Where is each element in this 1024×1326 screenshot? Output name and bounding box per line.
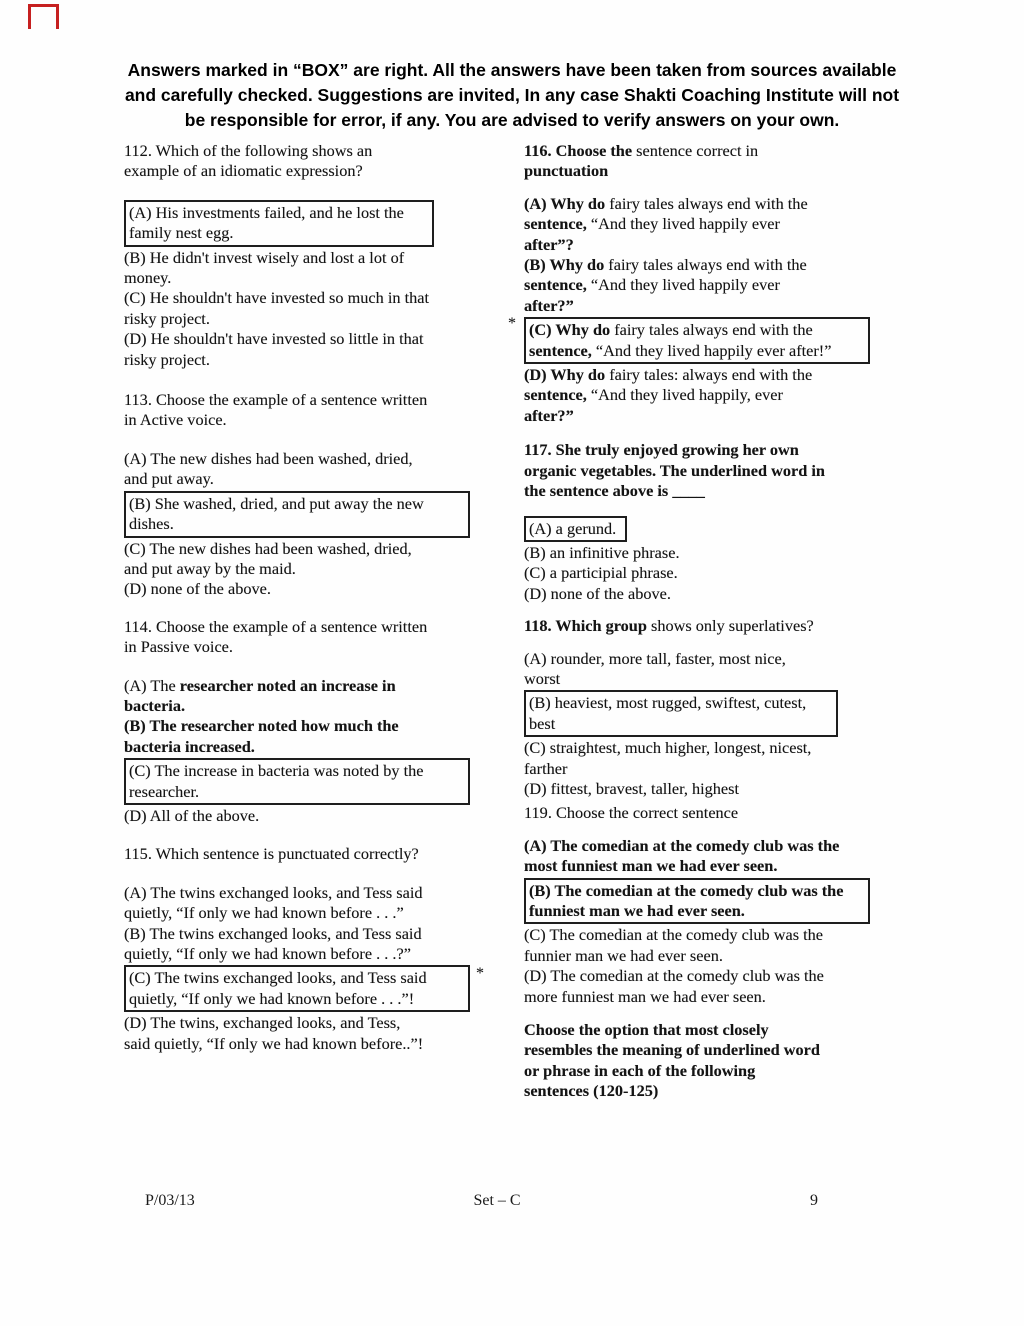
option-q115-D	[124, 1013, 470, 1054]
text-segment: (A) The	[124, 675, 180, 695]
option-q118-C	[524, 738, 870, 779]
text-line: (C) The twins exchanged looks, and Tess said	[129, 968, 427, 988]
text-line	[524, 194, 870, 214]
text-segment: Why do	[555, 320, 611, 340]
option-q116-B	[524, 255, 870, 316]
red-corner-mark	[28, 4, 59, 29]
text-line: organic vegetables. The underlined word in	[524, 460, 825, 480]
text-segment: sentence,	[524, 385, 587, 405]
text-line: (C) straightest, much higher, longest, nicest,	[524, 738, 812, 758]
answer-box-q116-C	[508, 315, 870, 364]
text-line: funnier man we had ever seen.	[524, 945, 723, 965]
options-list	[508, 193, 870, 426]
option-q115-A	[124, 883, 470, 924]
text-line: (D) All of the above.	[124, 805, 260, 825]
text-line: (C) The comedian at the comedy club was the	[524, 925, 823, 945]
option-q119-C	[524, 925, 870, 966]
correct-answer-star: *	[476, 965, 484, 983]
options-list	[124, 676, 470, 827]
text-line: quietly, “If only we had known before . . .”	[124, 903, 404, 923]
text-line: (C) The increase in bacteria was noted by the	[129, 761, 424, 781]
text-segment: after?”	[524, 295, 574, 315]
text-segment: bacteria.	[124, 695, 186, 715]
text-segment: fairy tales always end with the	[604, 255, 807, 275]
text-segment: sentence,	[529, 340, 592, 360]
text-line: 112. Which of the following shows an	[124, 141, 373, 160]
text-line: risky project.	[124, 349, 210, 369]
text-line: (B) He didn't invest wisely and lost a lot of	[124, 247, 405, 267]
text-segment: sentence correct in	[632, 141, 759, 160]
question-q119	[524, 803, 870, 1007]
option-q113-A	[124, 449, 470, 490]
options-list	[124, 449, 470, 600]
text-line: (B) an infinitive phrase.	[524, 542, 680, 562]
questions-column-left	[124, 141, 484, 1054]
text-line: in Active voice.	[124, 410, 227, 430]
text-line: and put away.	[124, 469, 214, 489]
text-line: (D) The twins, exchanged looks, and Tess,	[124, 1013, 401, 1033]
options-list	[124, 200, 470, 370]
text-line	[524, 275, 870, 295]
text-segment: sentence,	[524, 214, 587, 234]
text-line: (D) He shouldn't have invested so little in that	[124, 329, 424, 349]
text-segment: (C)	[529, 320, 556, 340]
text-line: (A) The twins exchanged looks, and Tess said	[124, 882, 423, 902]
option-q112-B	[124, 248, 470, 289]
text-segment: (B) Why do	[524, 255, 605, 275]
text-line: most funniest man we had ever seen.	[524, 856, 778, 876]
answer-box-q119-B	[524, 878, 870, 925]
text-line	[524, 616, 870, 636]
text-line: (B) The comedian at the comedy club was the	[529, 880, 844, 900]
option-q118-D	[524, 779, 870, 799]
text-segment: researcher noted an increase in	[179, 675, 396, 695]
text-segment: “And they lived happily, ever	[586, 385, 783, 405]
option-q119-A	[524, 836, 870, 877]
options-list	[124, 882, 484, 1054]
text-segment: 118. Which group	[524, 616, 647, 636]
text-line	[124, 696, 470, 716]
option-q113-D	[124, 579, 470, 599]
question-q112	[124, 141, 470, 370]
options-list	[524, 516, 870, 605]
text-line: farther	[524, 758, 568, 778]
question-prompt	[524, 440, 870, 501]
question-q113	[124, 390, 470, 600]
text-segment: “And they lived happily ever	[586, 214, 780, 234]
text-line	[524, 141, 870, 161]
notice-line: be responsible for error, if any. You are advised to verify answers on your own.	[184, 110, 840, 131]
answer-box-q112-A	[124, 200, 434, 247]
option-q116-A	[524, 194, 870, 255]
question-q118	[524, 616, 870, 799]
options-list	[524, 649, 870, 800]
text-line: quietly, “If only we had known before . . .?”	[124, 944, 411, 963]
option-q119-D	[524, 966, 870, 1007]
text-line: (D) fittest, bravest, taller, highest	[524, 778, 740, 798]
text-line: (A) a gerund.	[529, 518, 617, 538]
text-line: risky project.	[124, 308, 210, 328]
options-list	[524, 836, 870, 1007]
correct-answer-star: *	[508, 315, 516, 333]
footer-set-label: Set – C	[473, 1192, 521, 1209]
option-q112-C	[124, 288, 470, 329]
text-segment: “And they lived happily ever after!”	[591, 340, 832, 360]
text-line: resembles the meaning of underlined word	[524, 1040, 820, 1060]
text-line	[524, 161, 870, 181]
text-line: dishes.	[129, 514, 174, 534]
text-line	[529, 320, 865, 340]
text-line: the sentence above is ____	[524, 481, 705, 501]
text-line: family nest egg.	[129, 223, 234, 243]
text-line: (C) He shouldn't have invested so much in that	[124, 288, 429, 308]
text-line: (B) She washed, dried, and put away the new	[129, 493, 424, 513]
footer-page-number: 9	[810, 1192, 818, 1209]
text-line: and put away by the maid.	[124, 558, 296, 578]
option-q112-D	[124, 329, 470, 370]
answer-box-q114-C	[124, 758, 470, 805]
text-line: quietly, “If only we had known before . . .”!	[129, 988, 415, 1008]
text-line: (C) a participial phrase.	[524, 563, 678, 583]
question-q115	[124, 844, 484, 1054]
text-segment: sentence,	[524, 275, 587, 295]
option-q114-B	[124, 716, 470, 757]
option-q118-A	[524, 649, 870, 690]
text-segment: after?”	[524, 405, 574, 425]
text-segment: (A) Why do	[524, 193, 606, 213]
question-prompt	[124, 844, 470, 864]
question-prompt	[524, 616, 870, 636]
notice-line: Answers marked in “BOX” are right. All the answers have been taken from sources available	[127, 60, 897, 80]
questions-column-right	[508, 141, 870, 1102]
text-segment: fairy tales always end with the	[605, 193, 808, 213]
text-segment: 116. Choose the	[524, 141, 633, 160]
text-line	[524, 365, 870, 385]
question-prompt	[124, 141, 470, 182]
text-line: best	[529, 713, 556, 733]
footer-paper-code: P/03/13	[145, 1192, 195, 1209]
text-segment: fairy tales always end with the	[610, 320, 813, 340]
option-q114-A	[124, 676, 470, 717]
text-line	[524, 296, 870, 316]
text-line: in Passive voice.	[124, 637, 233, 657]
text-line: (B) The twins exchanged looks, and Tess said	[124, 923, 422, 943]
option-q117-B	[524, 543, 870, 563]
text-line: (A) The new dishes had been washed, dried,	[124, 448, 413, 468]
question-prompt	[124, 617, 470, 658]
question-q114	[124, 617, 470, 827]
option-q117-D	[524, 584, 870, 604]
text-segment: “And they lived happily ever	[586, 275, 780, 295]
text-segment: after”?	[524, 234, 574, 254]
text-line: (D) none of the above.	[524, 583, 671, 603]
text-line: (C) The new dishes had been washed, dried,	[124, 538, 412, 558]
text-line: said quietly, “If only we had known before..”!	[124, 1033, 424, 1053]
answer-key-notice	[0, 58, 1024, 134]
text-line: 117. She truly enjoyed growing her own	[524, 440, 799, 460]
text-line: more funniest man we had ever seen.	[524, 986, 766, 1006]
text-line: (B) heaviest, most rugged, swiftest, cutest,	[529, 693, 807, 713]
text-line: 115. Which sentence is punctuated correctly?	[124, 844, 419, 864]
text-line: 114. Choose the example of a sentence written	[124, 616, 428, 636]
option-q114-D	[124, 806, 470, 826]
question-prompt	[124, 390, 470, 431]
text-segment: (D) Why do	[524, 365, 606, 385]
answer-box-q113-B	[124, 491, 470, 538]
text-line: funniest man we had ever seen.	[529, 901, 745, 920]
text-line	[524, 255, 870, 275]
option-q115-B	[124, 924, 470, 965]
text-line: Choose the option that most closely	[524, 1020, 769, 1040]
instruction-note	[524, 1020, 870, 1102]
text-segment: punctuation	[524, 161, 609, 181]
text-line: or phrase in each of the following	[524, 1060, 756, 1080]
text-line	[529, 341, 865, 361]
text-line	[524, 214, 870, 234]
text-line: money.	[124, 268, 172, 288]
answer-box-q115-C	[124, 965, 484, 1012]
question-q117	[524, 440, 870, 604]
notice-line: and carefully checked. Suggestions are invited, In any case Shakti Coaching Institute will not	[124, 85, 900, 106]
text-line: (B) The researcher noted how much the	[124, 716, 399, 736]
text-line: example of an idiomatic expression?	[124, 161, 363, 181]
text-line: (D) The comedian at the comedy club was the	[524, 966, 824, 986]
text-line: (A) rounder, more tall, faster, most nice,	[524, 648, 786, 668]
option-q117-C	[524, 563, 870, 583]
answer-box-q117-A	[524, 516, 627, 542]
text-line	[524, 406, 870, 426]
text-line: (A) His investments failed, and he lost the	[129, 202, 404, 222]
text-line: bacteria increased.	[124, 736, 255, 756]
text-line: 113. Choose the example of a sentence written	[124, 390, 428, 410]
option-q116-D	[524, 365, 870, 426]
text-line: sentences (120-125)	[524, 1081, 659, 1101]
text-segment: shows only superlatives?	[646, 616, 814, 636]
text-line	[524, 235, 870, 255]
text-line: (A) The comedian at the comedy club was the	[524, 835, 840, 855]
answer-box-q118-B	[524, 690, 838, 737]
text-line: researcher.	[129, 781, 200, 801]
text-line: 119. Choose the correct sentence	[524, 803, 739, 823]
text-line	[524, 385, 870, 405]
question-q116	[508, 141, 870, 426]
text-line: worst	[524, 668, 561, 688]
question-prompt	[524, 803, 870, 823]
text-line	[124, 676, 470, 696]
question-prompt	[524, 141, 870, 182]
text-line: (D) none of the above.	[124, 579, 271, 599]
text-segment: fairy tales: always end with the	[605, 365, 813, 385]
option-q113-C	[124, 539, 470, 580]
